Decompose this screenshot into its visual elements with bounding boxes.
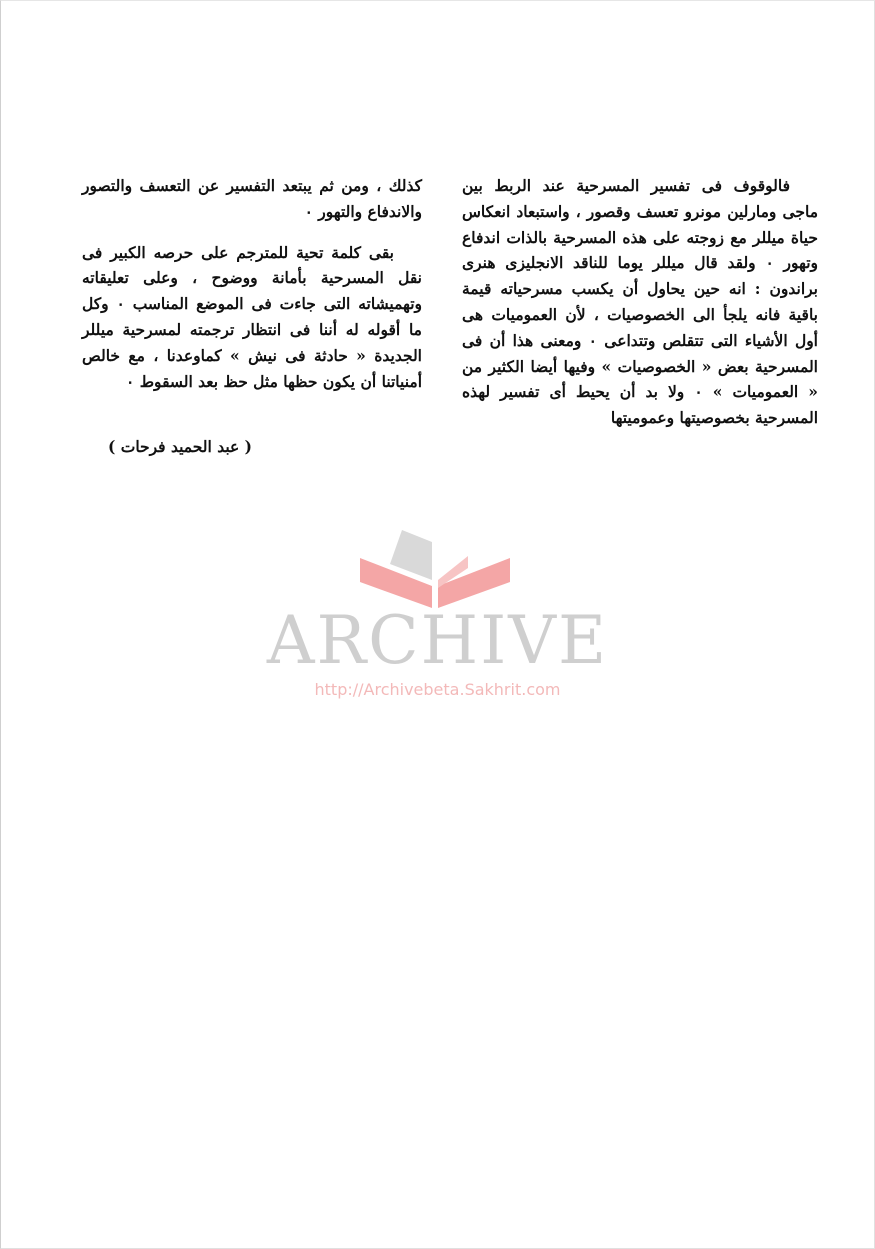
author-signature: ( عبد الحميد فرحات ) — [108, 437, 252, 456]
watermark-url: http://Archivebeta.Sakhrit.com — [314, 680, 561, 699]
article-column-left — [82, 173, 422, 394]
paragraph-right: فالوقوف فى تفسير المسرحية عند الربط بين ماجى ومارلين مونرو تعسف وقصور ، واستبعاد انعكاس حياة ميللر مع زوجته على هذه المسرحية بالذات اندفاع وتهور ٠ ولقد قال ميللر يوما للناقد الانجليزى هنرى براندون : انه حين يحاول أن يكسب مسرحياته قيمة باقية فانه يلجأ الى الخصوصيات ، لأن العموميات هى أول الأشياء التى تتقلص وتتداعى ٠ ومعنى هذا أن فى المسرحية بعض « الخصوصيات » وفيها أيضا الكثير من « العموميات » ٠ ولا بد أن يحيط أى تفسير لهذه المسرحية بخصوصيتها وعموميتها — [462, 176, 818, 428]
paragraph-left-1: كذلك ، ومن ثم يبتعد التفسير عن التعسف والتصور والاندفاع والتهور ٠ — [82, 176, 422, 221]
paragraph-left-2: بقى كلمة تحية للمترجم على حرصه الكبير فى نقل المسرحية بأمانة ووضوح ، وعلى تعليقاته وتهميشاته التى جاءت فى الموضع المناسب ٠ وكل ما أقوله له أننا فى انتظار ترجمته لمسرحية ميللر الجديدة « حادثة فى نيش » كماوعدنا ، مع خالص أمنياتنا أن يكون حظها مثل حظ بعد السقوط ٠ — [82, 242, 422, 391]
watermark-word: ARCHIVE — [266, 602, 609, 679]
article-column-right — [462, 173, 818, 431]
